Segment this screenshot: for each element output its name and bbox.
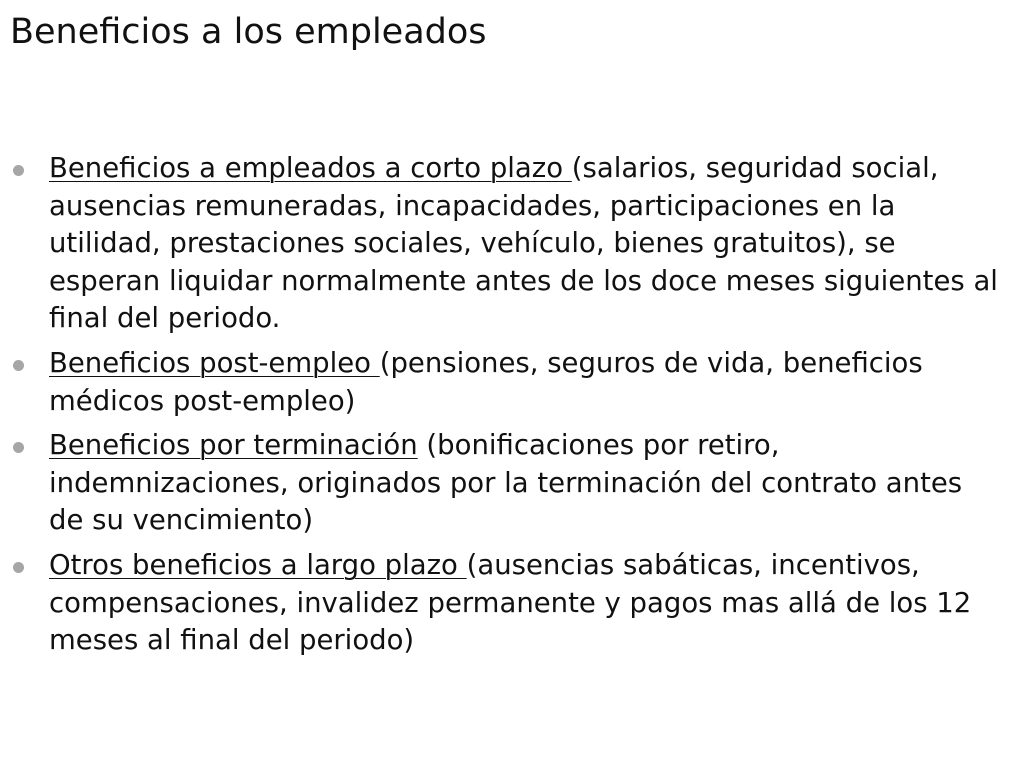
bullet-term: Beneficios a empleados a corto plazo	[49, 152, 572, 184]
bullet-term: Beneficios por terminación	[49, 429, 418, 462]
bullet-termination-benefits	[0, 427, 1000, 540]
bullet-short-term-benefits	[0, 150, 1000, 338]
benefits-list	[0, 150, 1000, 667]
bullet-dot-icon	[13, 165, 24, 176]
bullet-description: (bonificaciones por retiro, indemnizaciones, originados por la terminación del contrato antes de su vencimiento)	[49, 429, 963, 537]
bullet-description: (salarios, seguridad social, ausencias remuneradas, incapacidades, participaciones en la utilidad, prestaciones sociales, vehículo, bienes gratuitos), se esperan liquidar normalmente antes de los doce meses siguientes al final del periodo.	[49, 152, 998, 335]
bullet-term: Otros beneficios a largo plazo	[49, 548, 467, 581]
bullet-description: (pensiones, seguros de vida, beneficios médicos post-empleo)	[49, 346, 923, 417]
bullet-dot-icon	[13, 562, 24, 573]
bullet-post-employment-benefits	[0, 345, 1000, 420]
bullet-long-term-benefits	[0, 547, 1000, 660]
bullet-description: (ausencias sabáticas, incentivos, compensaciones, invalidez permanente y pagos mas allá de los 12 meses al final del periodo)	[49, 548, 972, 657]
bullet-dot-icon	[13, 360, 24, 371]
bullet-term: Beneficios post-empleo	[49, 346, 380, 379]
bullet-dot-icon	[13, 442, 24, 453]
slide-title: Beneficios a los empleados	[10, 12, 487, 52]
